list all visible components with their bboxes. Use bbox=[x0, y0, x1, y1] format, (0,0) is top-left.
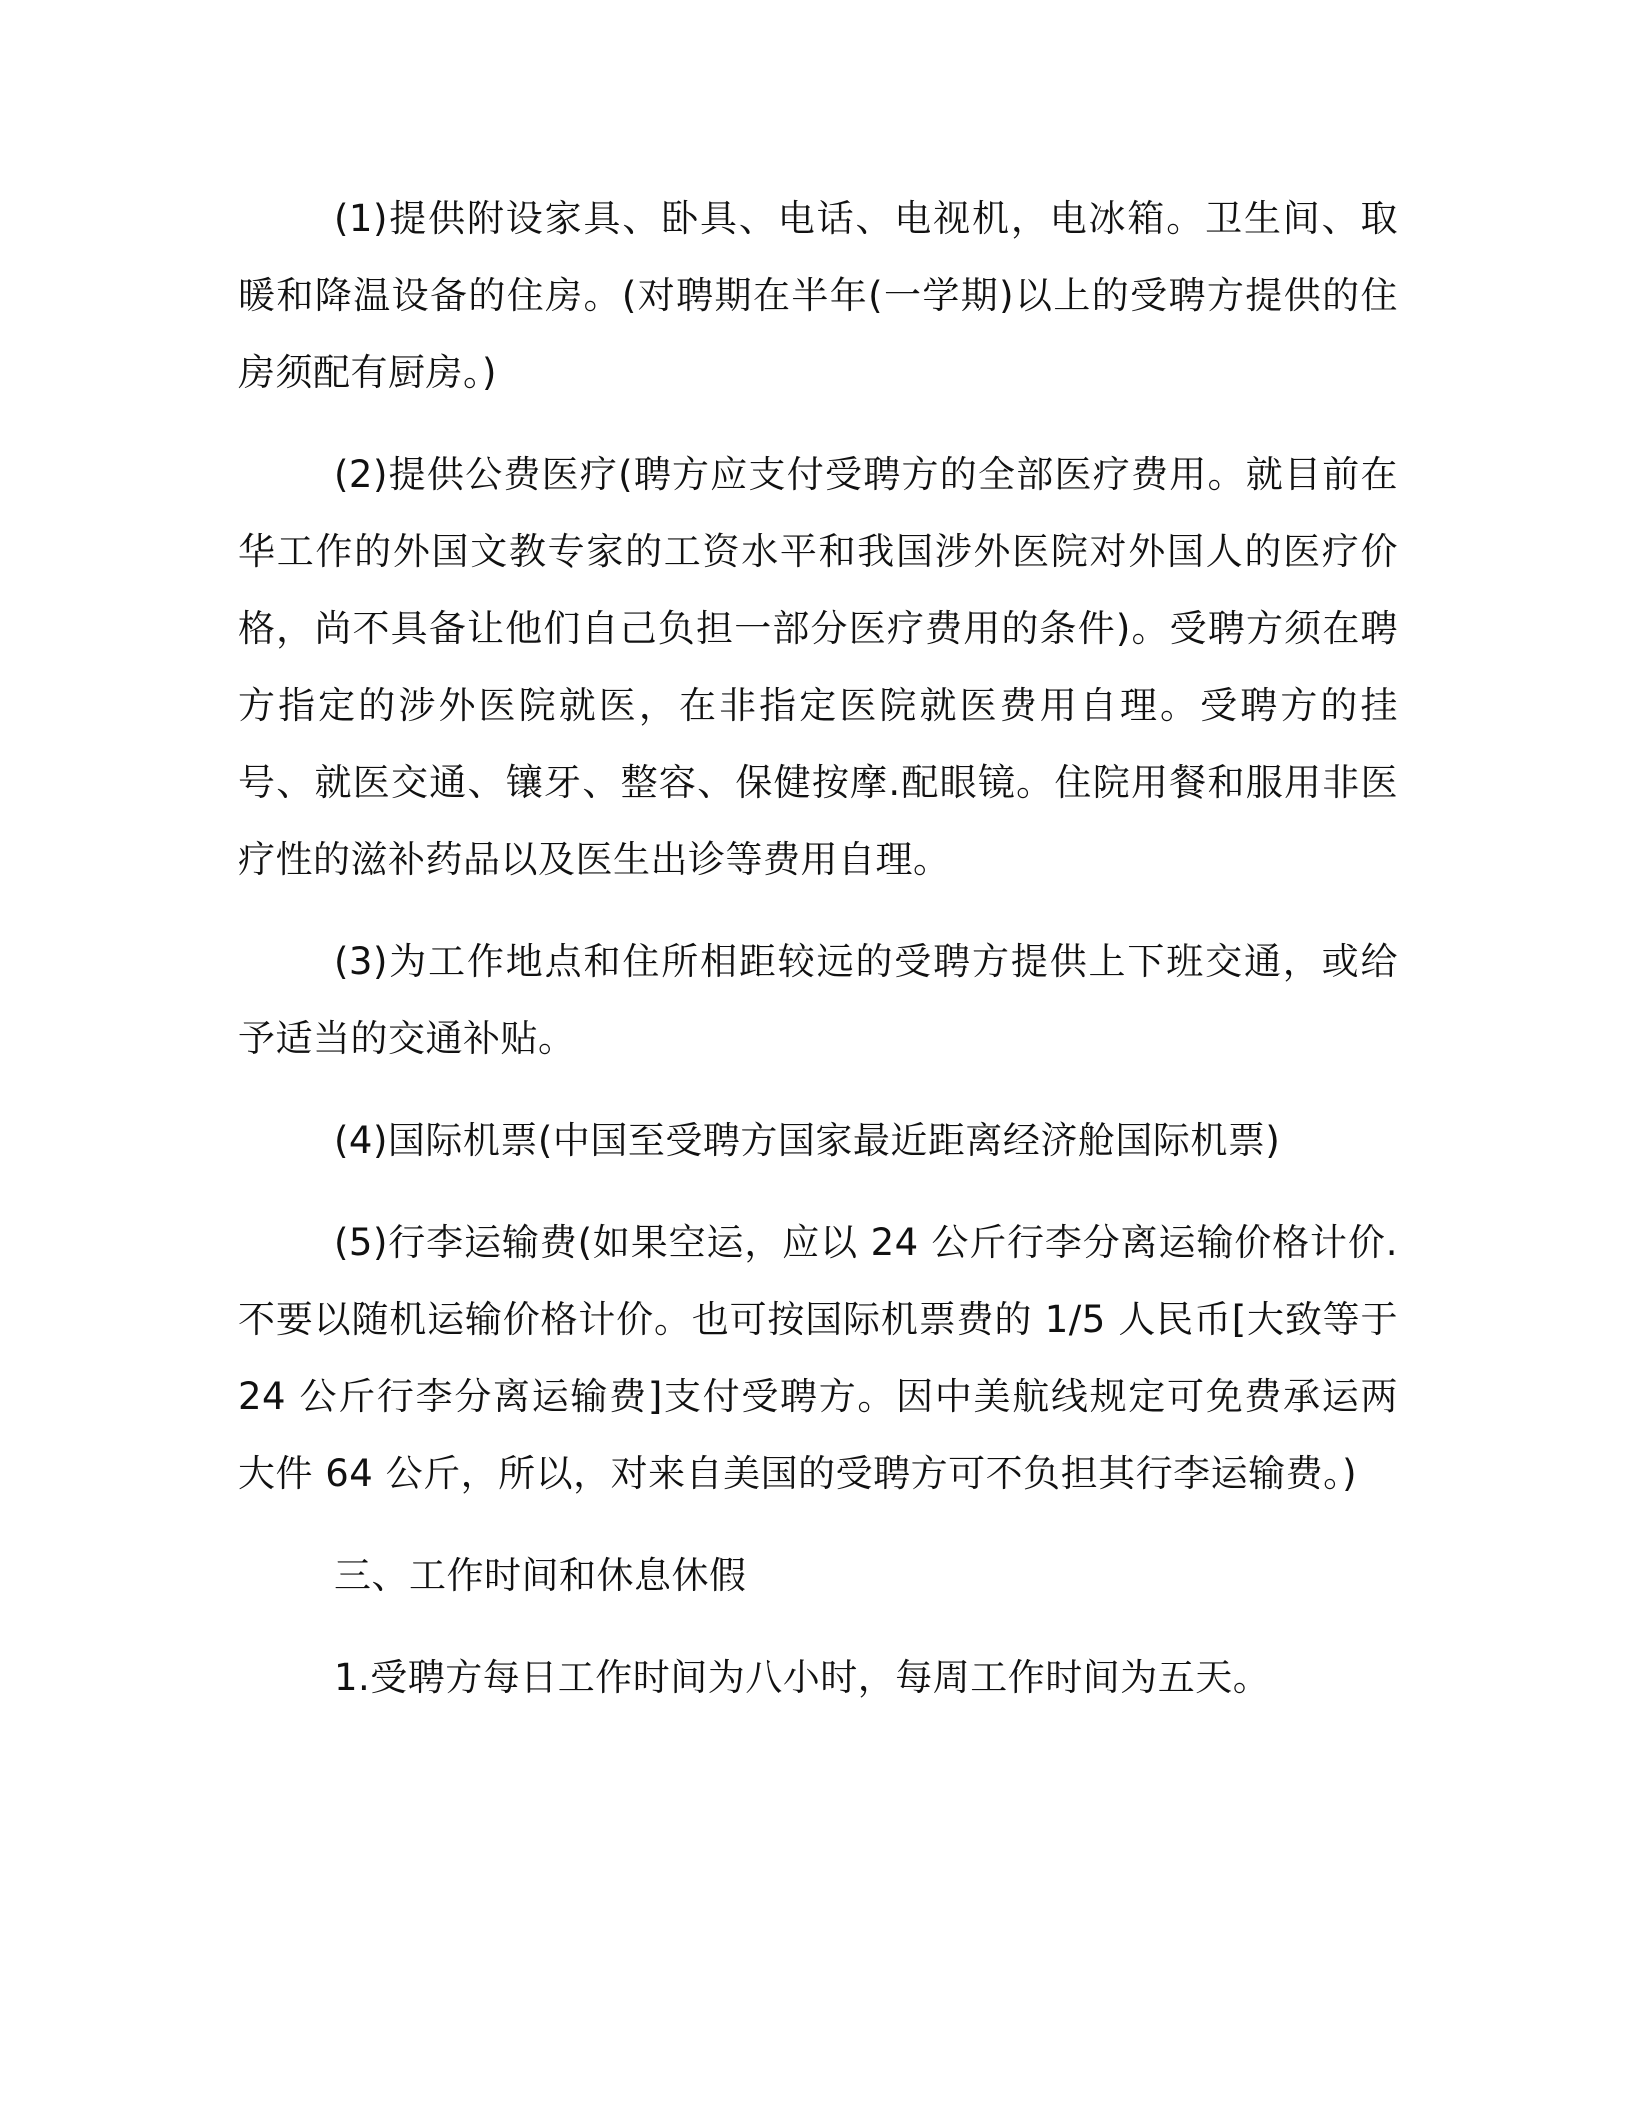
paragraph-luggage: (5)行李运输费(如果空运，应以 24 公斤行李分离运输价格计价.不要以随机运输价格计价。也可按国际机票费的 1/5 人民币[大致等于 24 公斤行李分离运输费]支付受聘方。因中美航线规定可免费承运两大件 64 公斤，所以，对来自美国的受聘方可不负担其行李运输费。) bbox=[238, 1221, 1398, 1495]
document-body bbox=[238, 180, 1398, 1741]
paragraph-transport: (3)为工作地点和住所相距较远的受聘方提供上下班交通，或给予适当的交通补贴。 bbox=[238, 940, 1398, 1060]
paragraph-housing: (1)提供附设家具、卧具、电话、电视机，电冰箱。卫生间、取暖和降温设备的住房。(对聘期在半年(一学期)以上的受聘方提供的住房须配有厨房。) bbox=[238, 197, 1398, 394]
paragraph-working-hours: 1.受聘方每日工作时间为八小时，每周工作时间为五天。 bbox=[334, 1656, 1271, 1699]
section-heading: 三、工作时间和休息休假 bbox=[334, 1554, 747, 1597]
paragraph-air-ticket: (4)国际机票(中国至受聘方国家最近距离经济舱国际机票) bbox=[334, 1119, 1281, 1162]
paragraph-medical: (2)提供公费医疗(聘方应支付受聘方的全部医疗费用。就目前在华工作的外国文教专家的工资水平和我国涉外医院对外国人的医疗价格，尚不具备让他们自己负担一部分医疗费用的条件)。受聘方须在聘方指定的涉外医院就医，在非指定医院就医费用自理。受聘方的挂号、就医交通、镶牙、整容、保健按摩.配眼镜。住院用餐和服用非医疗性的滋补药品以及医生出诊等费用自理。 bbox=[238, 453, 1398, 881]
